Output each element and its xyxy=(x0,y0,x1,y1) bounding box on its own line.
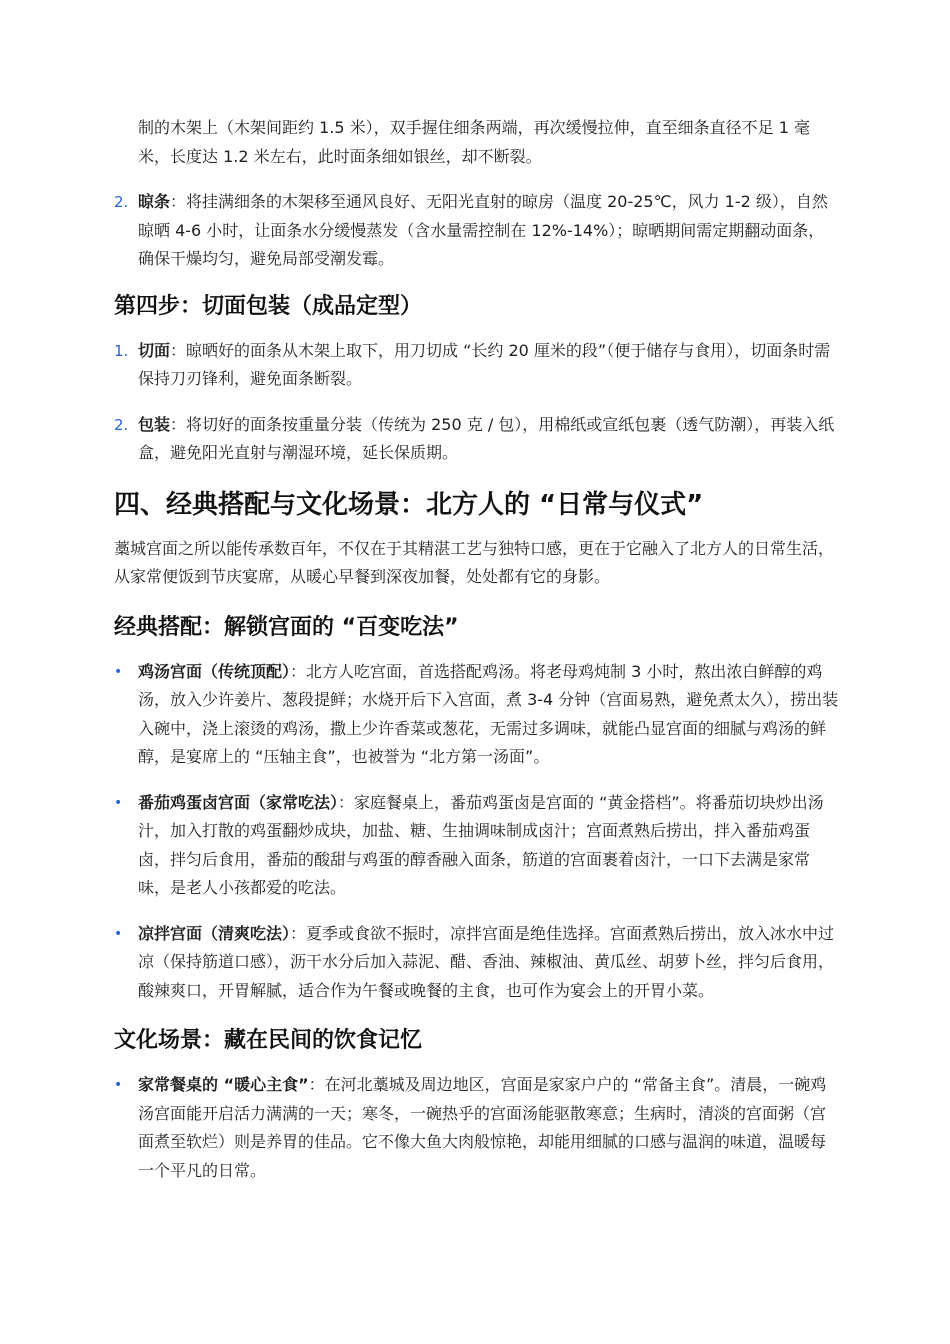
bullet-icon: • xyxy=(114,663,123,680)
pairings-list xyxy=(114,658,840,1006)
list-number: 2. xyxy=(114,415,129,434)
list-number: 1. xyxy=(114,341,129,360)
section4-intro: 藁城宫面之所以能传承数百年，不仅在于其精湛工艺与独特口感，更在于它融入了北方人的日常生活，从家常便饭到节庆宴席，从暖心早餐到深夜加餐，处处都有它的身影。 xyxy=(114,538,835,586)
item-title: 晾条 xyxy=(138,192,171,211)
section4-heading: 四、经典搭配与文化场景：北方人的 “日常与仪式” xyxy=(114,489,704,520)
bullet-icon: • xyxy=(114,794,123,811)
list-number: 2. xyxy=(114,193,129,211)
item-title: 包装 xyxy=(138,414,171,434)
item-text: ：在河北藁城及周边地区，宫面是家家户户的 “常备主食”。清晨，一碗鸡汤宫面能开启活力满满的一天；寒冬，一碗热乎的宫面汤能驱散寒意；生病时，清淡的宫面粥（宫面煮至软烂）则是养胃的佳品。它不像大鱼大肉般惊艳，却能用细腻的口感与温润的味道，温暖每一个平凡的日常。 xyxy=(138,1075,827,1180)
bullet-icon: • xyxy=(114,1077,123,1093)
list-item xyxy=(114,658,840,772)
bullet-icon: • xyxy=(114,925,123,942)
step4-list xyxy=(114,337,840,468)
culture-list xyxy=(114,1071,840,1185)
item-title: 鸡汤宫面（传统顶配） xyxy=(138,661,291,681)
item-title: 切面 xyxy=(138,340,171,360)
culture-heading: 文化场景：藏在民间的饮食记忆 xyxy=(114,1028,423,1053)
item-text: ：夏季或食欲不振时，凉拌宫面是绝佳选择。宫面煮熟后捞出，放入冰水中过凉（保持筋道口感），沥干水分后加入蒜泥、醋、香油、辣椒油、黄瓜丝、胡萝卜丝，拌匀后食用，酸辣爽口，开胃解腻，适合作为午餐或晚餐的主食，也可作为宴会上的开胃小菜。 xyxy=(138,923,835,1000)
item-text: ：北方人吃宫面，首选搭配鸡汤。将老母鸡炖制 3 小时，熬出浓白鲜醇的鸡汤，放入少许姜片、葱段提鲜；水烧开后下入宫面，煮 3-4 分钟（宫面易熟，避免煮太久），捞出装入碗中，浇上滚烫的鸡汤，撒上少许香菜或葱花，无需过多调味，就能凸显宫面的细腻与鸡汤的鲜醇，是宴席上的 “压轴主食”，也被誉为 “北方第一汤面”。 xyxy=(138,661,839,766)
list-item xyxy=(114,789,840,903)
step4-heading: 第四步：切面包装（成品定型） xyxy=(114,293,423,319)
pairings-heading: 经典搭配：解锁宫面的 “百变吃法” xyxy=(114,614,459,640)
item-title: 番茄鸡蛋卤宫面（家常吃法） xyxy=(138,792,339,812)
list-item xyxy=(114,920,840,1006)
item-text: ：晾晒好的面条从木架上取下，用刀切成 “长约 20 厘米的段”（便于储存与食用），切面条时需保持刀刃锋利，避免面条断裂。 xyxy=(138,340,831,388)
item-text: ：将挂满细条的木架移至通风良好、无阳光直射的晾房（温度 20-25℃，风力 1-2 级），自然晾晒 4-6 小时，让面条水分缓慢蒸发（含水量需控制在 12%-14%）；晾晒期间需定期翻动面条，确保干燥均匀，避免局部受潮发霉。 xyxy=(138,192,828,268)
list-item xyxy=(114,1071,840,1185)
continuation-paragraph: 制的木架上（木架间距约 1.5 米），双手握住细条两端，再次缓慢拉伸，直至细条直径不足 1 毫米，长度达 1.2 米左右，此时面条细如银丝，却不断裂。 xyxy=(138,118,810,166)
list-item xyxy=(114,188,840,274)
list-item xyxy=(114,411,840,468)
step3-list xyxy=(114,188,840,274)
list-item xyxy=(114,337,840,394)
item-title: 家常餐桌的 “暖心主食” xyxy=(138,1075,309,1094)
item-text: ：将切好的面条按重量分装（传统为 250 克 / 包），用棉纸或宣纸包裹（透气防潮），再装入纸盒，避免阳光直射与潮湿环境，延长保质期。 xyxy=(138,414,835,462)
item-title: 凉拌宫面（清爽吃法） xyxy=(138,923,291,943)
item-text: ：家庭餐桌上，番茄鸡蛋卤是宫面的 “黄金搭档”。将番茄切块炒出汤汁，加入打散的鸡蛋翻炒成块，加盐、糖、生抽调味制成卤汁；宫面煮熟后捞出，拌入番茄鸡蛋卤，拌匀后食用，番茄的酸甜与鸡蛋的醇香融入面条，筋道的宫面裹着卤汁，一口下去满是家常味，是老人小孩都爱的吃法。 xyxy=(138,792,824,897)
